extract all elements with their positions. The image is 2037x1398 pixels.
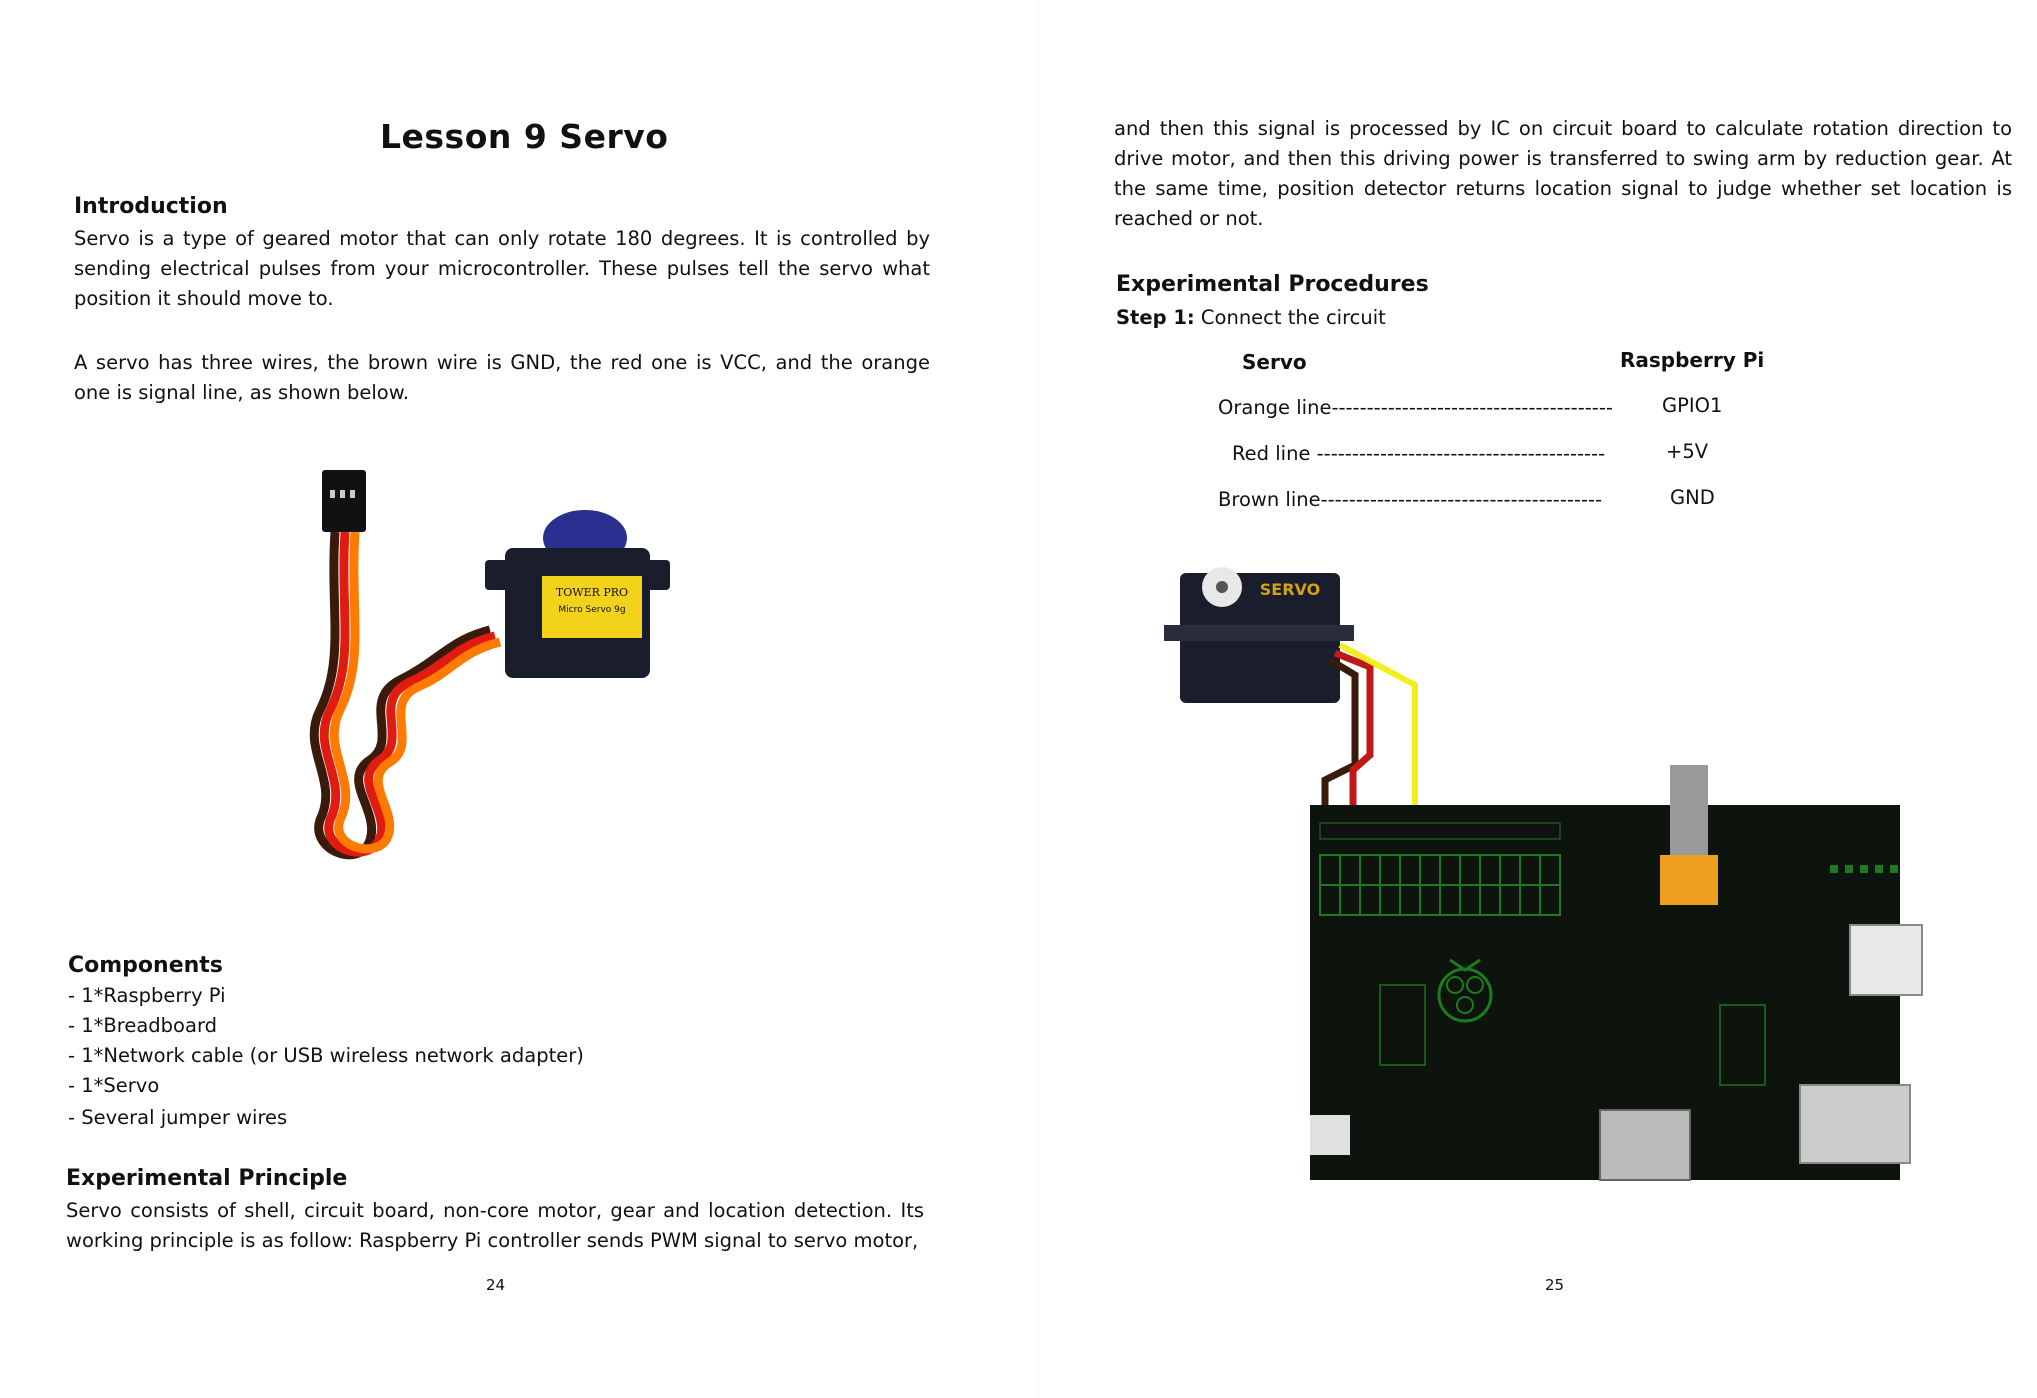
hdmi-port (1600, 1110, 1690, 1180)
wiring-row-brown-servo: Brown line---------------------------------------- (1218, 488, 1603, 511)
usb-port (1850, 925, 1922, 995)
introduction-paragraph-2: A servo has three wires, the brown wire is GND, the red one is VCC, and the orange one is signal line, as shown below. (74, 351, 930, 404)
component-item: - 1*Servo (68, 1074, 160, 1097)
introduction-paragraph-1: Servo is a type of geared motor that can only rotate 180 degrees. It is controlled by sending electrical pulses from your microcontroller. These pulses tell the servo what position it should move to. (74, 227, 930, 310)
micro-usb-power-port (1310, 1115, 1350, 1155)
servo-connector (322, 470, 366, 532)
components-heading: Components (68, 953, 223, 978)
step-text: Connect the circuit (1194, 306, 1386, 329)
wiring-header-pi: Raspberry Pi (1620, 348, 1765, 372)
rca-connector (1670, 765, 1708, 865)
component-item: - 1*Network cable (or USB wireless network adapter) (68, 1044, 584, 1067)
principle-heading: Experimental Principle (66, 1166, 348, 1191)
step-label: Step 1: (1116, 306, 1195, 329)
component-item: - Several jumper wires (68, 1106, 288, 1129)
page-number-left: 24 (486, 1276, 506, 1294)
wiring-header-servo: Servo (1242, 350, 1307, 374)
introduction-heading: Introduction (74, 194, 228, 219)
servo-photo (280, 460, 720, 890)
wiring-row-orange-pi: GPIO1 (1662, 394, 1723, 417)
raspberry-pi-wiring-diagram (1160, 565, 1940, 1205)
wiring-row-red-pi: +5V (1666, 440, 1709, 463)
servo-brand-text: TOWER PRO (555, 586, 629, 599)
continued-paragraph: and then this signal is processed by IC on circuit board to calculate rotation direction to drive motor, and then this driving power is transferred to swing arm by reduction gear. At the same time, position detector returns location signal to judge whether set location is reached or not. (1114, 117, 2012, 230)
principle-paragraph: Servo consists of shell, circuit board, non-core motor, gear and location detection. Its working principle is as follow: Raspberry Pi controller sends PWM signal to servo motor, (66, 1199, 924, 1252)
page-number-right: 25 (1545, 1276, 1565, 1294)
component-item: - 1*Breadboard (68, 1014, 217, 1037)
lesson-title: Lesson 9 Servo (380, 117, 669, 156)
component-item: - 1*Raspberry Pi (68, 984, 226, 1007)
step-1 (1116, 306, 1386, 329)
ethernet-port (1800, 1085, 1910, 1163)
procedures-heading: Experimental Procedures (1116, 272, 1429, 297)
wiring-row-orange-servo: Orange line---------------------------------------- (1218, 396, 1613, 419)
wiring-row-brown-pi: GND (1670, 486, 1715, 509)
wiring-row-red-servo: Red line ----------------------------------------- (1232, 442, 1606, 465)
servo-model-text: Micro Servo 9g (558, 605, 626, 615)
rca-connector-base (1660, 855, 1718, 905)
diagram-servo-label: SERVO (1259, 580, 1321, 599)
